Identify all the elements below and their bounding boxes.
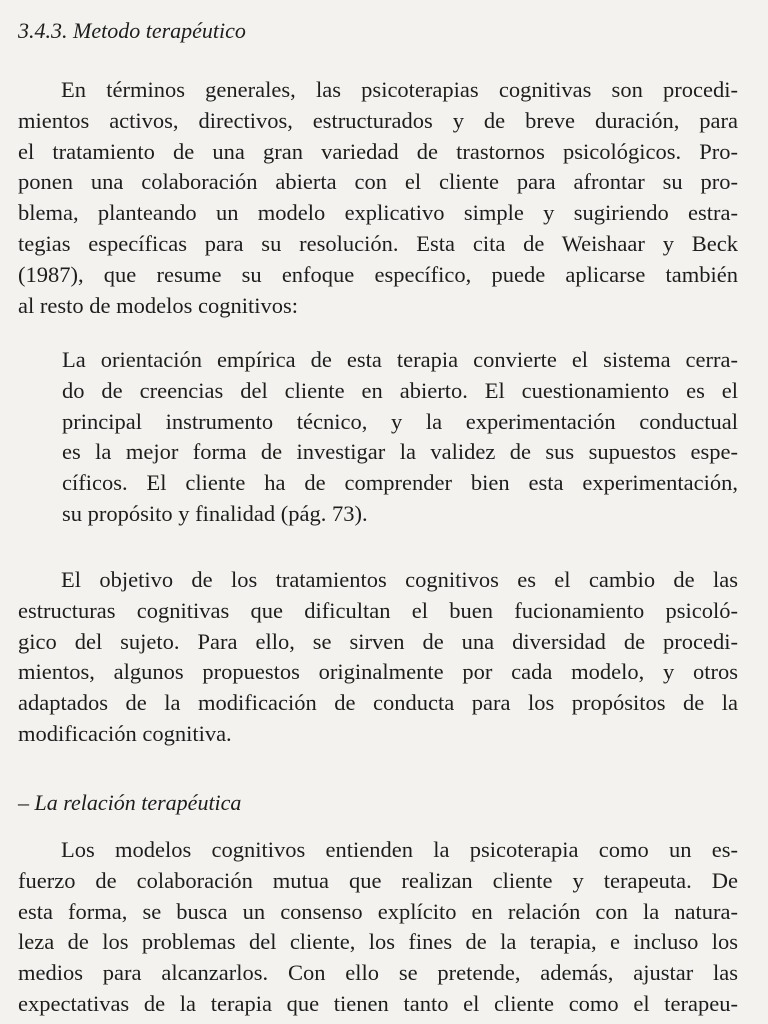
text-line: tegias específicas para su resolución. Esta cita de Weishaar y Beck bbox=[18, 230, 738, 256]
text-line: el tratamiento de una gran variedad de trastornos psicológicos. Pro- bbox=[18, 138, 738, 164]
text-line: mientos, algunos propuestos originalmente por cada modelo, y otros bbox=[18, 659, 738, 685]
text-line: expectativas de la terapia que tienen tanto el cliente como el terapeu- bbox=[18, 990, 738, 1016]
text-line: adaptados de la modificación de conducta para los propósitos de la bbox=[18, 690, 738, 716]
text-line: esta forma, se busca un consenso explícito en relación con la natura- bbox=[18, 898, 738, 924]
quote-line: principal instrumento técnico, y la experimentación conductual bbox=[62, 408, 738, 434]
text-line: (1987), que resume su enfoque específico, puede aplicarse también bbox=[18, 261, 738, 287]
quote-line: su propósito y finalidad (pág. 73). bbox=[62, 500, 368, 526]
quote-line: do de creencias del cliente en abierto. El cuestionamiento es el bbox=[62, 377, 738, 403]
paragraph-intro bbox=[18, 75, 738, 321]
text-line: blema, planteando un modelo explicativo simple y sugiriendo estra- bbox=[18, 200, 738, 226]
paragraph-relationship bbox=[18, 835, 738, 1020]
text-line: estructuras cognitivas que dificultan el buen fucionamiento psicoló- bbox=[18, 597, 738, 623]
text-line: mientos activos, directivos, estructurados y de breve duración, para bbox=[18, 107, 738, 133]
quote-line: La orientación empírica de esta terapia convierte el sistema cerra- bbox=[62, 347, 738, 372]
text-line: Los modelos cognitivos entienden la psicoterapia como un es- bbox=[61, 837, 738, 862]
quote-line: cíficos. El cliente ha de comprender bien esta experimentación, bbox=[62, 470, 738, 496]
text-line: En términos generales, las psicoterapias cognitivas son procedi- bbox=[61, 77, 738, 102]
text-line: El objetivo de los tratamientos cognitivos es el cambio de las bbox=[61, 567, 738, 592]
text-line: fuerzo de colaboración mutua que realizan cliente y terapeuta. De bbox=[18, 867, 738, 893]
text-line: ponen una colaboración abierta con el cliente para afrontar su pro- bbox=[18, 169, 738, 195]
text-line: leza de los problemas del cliente, los fines de la terapia, e incluso los bbox=[18, 929, 738, 955]
quote-line: es la mejor forma de investigar la validez de sus supuestos espe- bbox=[62, 439, 738, 465]
text-line: medios para alcanzarlos. Con ello se pretende, además, ajustar las bbox=[18, 960, 738, 986]
paragraph-objective bbox=[18, 565, 738, 750]
subheading: – La relación terapéutica bbox=[18, 790, 242, 815]
text-line: al resto de modelos cognitivos: bbox=[18, 292, 298, 318]
block-quote bbox=[62, 345, 738, 530]
section-heading: 3.4.3. Metodo terapéutico bbox=[18, 18, 246, 43]
text-line: gico del sujeto. Para ello, se sirven de una diversidad de procedi- bbox=[18, 628, 738, 654]
text-line: modificación cognitiva. bbox=[18, 720, 232, 746]
